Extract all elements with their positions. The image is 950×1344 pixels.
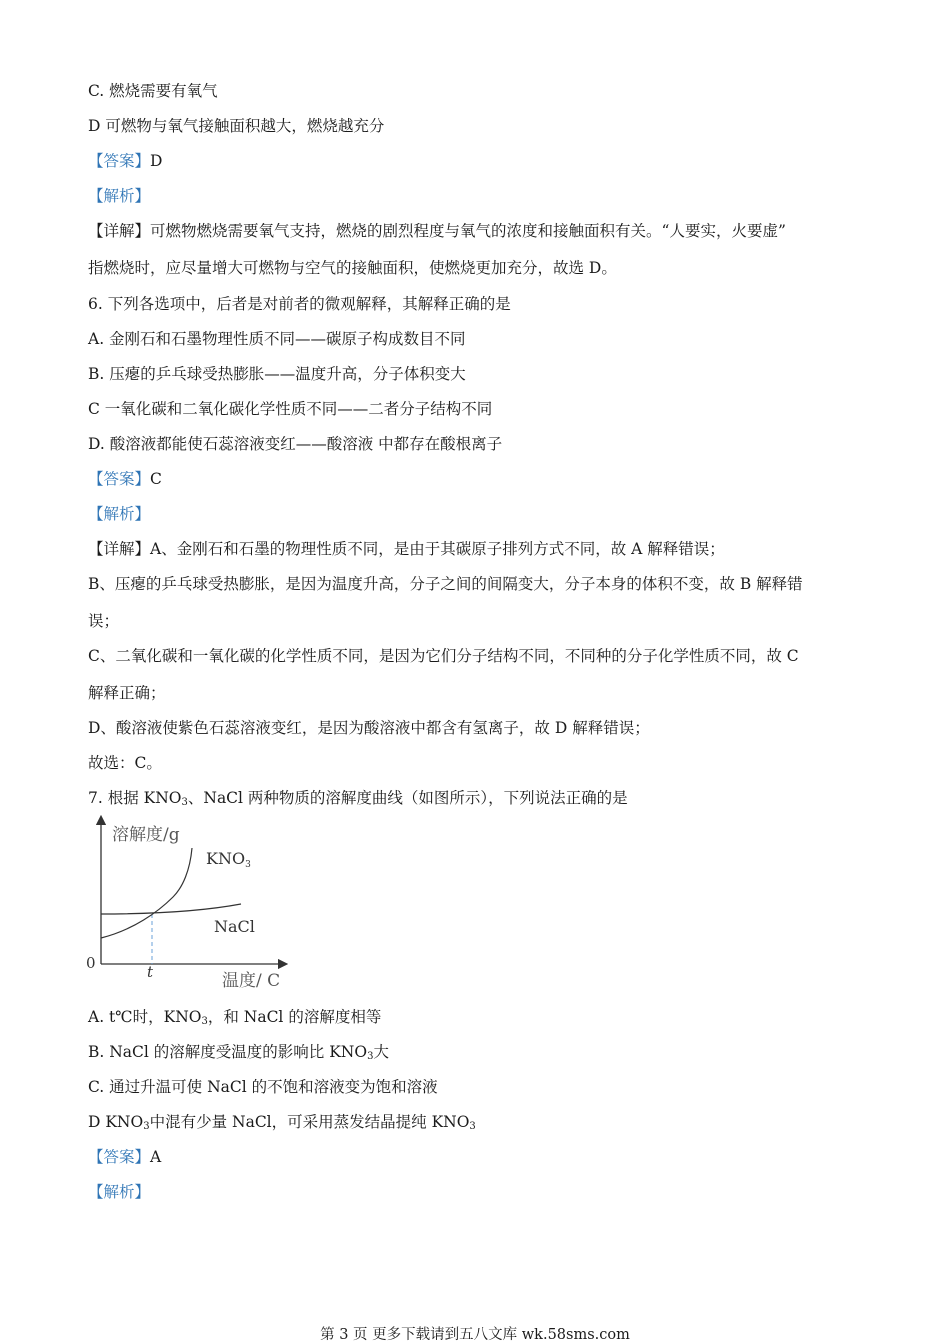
subscript: 3	[201, 1016, 208, 1027]
question-7-option-b	[88, 1041, 389, 1068]
detail-line-6b: B、压瘪的乒乓球受热膨胀，是因为温度升高，分子之间的间隔变大，分子本身的体积不变，故 B 解释错	[88, 575, 803, 593]
answer-value: D	[150, 152, 163, 170]
analysis-tag: 【解析】	[88, 1183, 151, 1201]
question-7-option-a	[88, 1006, 381, 1033]
question-6-option-c: C 一氧化碳和二氧化碳化学性质不同——二者分子结构不同	[88, 400, 493, 418]
text: 大	[373, 1043, 389, 1061]
question-6-option-b: B. 压瘪的乒乓球受热膨胀——温度升高，分子体积变大	[88, 365, 466, 383]
detail-line-6c: 误；	[88, 612, 120, 630]
question-7-text-a: 7. 根据 KNO	[88, 789, 182, 807]
subscript: 3	[181, 797, 188, 808]
detail-line-6f: D、酸溶液使紫色石蕊溶液变红，是因为酸溶液中都含有氢离子，故 D 解释错误；	[88, 719, 650, 737]
question-6-option-a: A. 金刚石和石墨物理性质不同——碳原子构成数目不同	[88, 330, 466, 348]
option-c-line: C. 燃烧需要有氧气	[88, 82, 218, 100]
answer-line-6	[88, 468, 162, 490]
option-d-line: D 可燃物与氧气接触面积越大，燃烧越充分	[88, 117, 385, 135]
answer-line-5	[88, 150, 162, 172]
answer-tag: 【答案】	[88, 1148, 151, 1166]
detail-line-6e: 解释正确；	[88, 684, 166, 702]
detail-line-5b: 指燃烧时，应尽量增大可燃物与空气的接触面积，使燃烧更加充分，故选 D。	[88, 259, 617, 277]
question-6-option-d: D. 酸溶液都能使石蕊溶液变红——酸溶液 中都存在酸根离子	[88, 435, 503, 453]
x-axis-label: 温度/ C	[222, 971, 281, 991]
answer-value: C	[150, 470, 162, 488]
subscript: 3	[469, 1121, 476, 1132]
series-nacl-line	[101, 904, 241, 914]
question-7-option-d	[88, 1111, 476, 1138]
subscript: 3	[143, 1121, 150, 1132]
detail-line-5	[88, 220, 786, 242]
origin-label: 0	[86, 954, 96, 972]
text: B. NaCl 的溶解度受温度的影响比 KNO	[88, 1043, 368, 1061]
question-6: 6. 下列各选项中，后者是对前者的微观解释，其解释正确的是	[88, 295, 511, 313]
detail-text: 可燃物燃烧需要氧气支持，燃烧的剧烈程度与氧气的浓度和接触面积有关。“人要实，火要虚”	[150, 222, 786, 240]
answer-tag: 【答案】	[88, 152, 151, 170]
y-axis-label: 溶解度/g	[112, 825, 180, 845]
analysis-tag: 【解析】	[88, 187, 151, 205]
question-7-option-c: C. 通过升温可使 NaCl 的不饱和溶液变为饱和溶液	[88, 1078, 438, 1096]
detail-tag: 【详解】	[88, 222, 151, 240]
question-7-text-b: 、NaCl 两种物质的溶解度曲线（如图所示），下列说法正确的是	[187, 789, 628, 807]
detail-line-6a	[88, 538, 725, 560]
detail-line-6g: 故选：C。	[88, 754, 162, 772]
text: ，和 NaCl 的溶解度相等	[207, 1008, 382, 1026]
series-nacl-label: NaCl	[214, 917, 255, 936]
analysis-tag: 【解析】	[88, 505, 151, 523]
text: 中混有少量 NaCl，可采用蒸发结晶提纯 KNO	[149, 1113, 470, 1131]
solubility-chart	[78, 812, 298, 998]
question-7	[88, 787, 628, 814]
analysis-line-6	[88, 503, 150, 525]
subscript: 3	[367, 1051, 374, 1062]
analysis-line-7	[88, 1181, 150, 1203]
detail-tag: 【详解】	[88, 540, 151, 558]
answer-tag: 【答案】	[88, 470, 151, 488]
detail-line-6d: C、二氧化碳和一氧化碳的化学性质不同，是因为它们分子结构不同，不同种的分子化学性质不同，故 C	[88, 647, 799, 665]
analysis-line-5	[88, 185, 150, 207]
detail-text: A、金刚石和石墨的物理性质不同，是由于其碳原子排列方式不同，故 A 解释错误；	[150, 540, 725, 558]
series-kno3-label: KNO3	[206, 849, 251, 870]
series-kno3-line	[101, 848, 192, 938]
page-footer: 第 3 页 更多下载请到五八文库 wk.58sms.com	[320, 1327, 630, 1343]
x-tick-label: t	[147, 963, 154, 981]
text: A. t℃时，KNO	[88, 1008, 202, 1026]
answer-line-7	[88, 1146, 161, 1168]
text: D KNO	[88, 1113, 144, 1131]
answer-value: A	[150, 1148, 162, 1166]
